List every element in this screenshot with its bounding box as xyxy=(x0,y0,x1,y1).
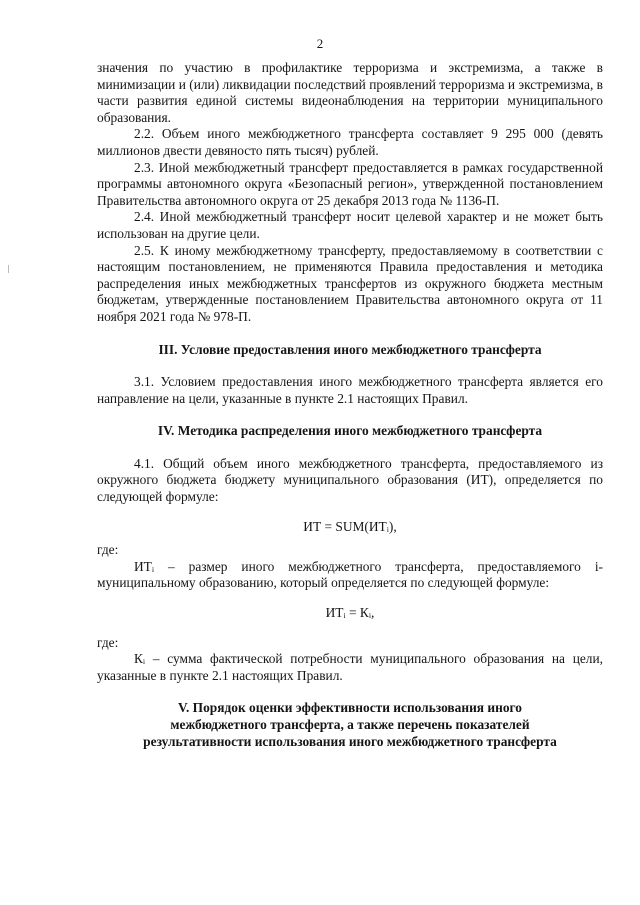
formula-it-i: ИТᵢ = Кᵢ, xyxy=(325,605,375,621)
where-label-2: где: xyxy=(97,634,119,650)
paragraph-2-4: 2.4. Иной межбюджетный трансферт носит целевой характер и не может быть использован на другие цели. xyxy=(97,209,603,241)
section-heading-5-line-1: V. Порядок оценки эффективности использования иного xyxy=(178,700,522,716)
where-label-1: где: xyxy=(97,542,119,558)
paragraph-2-2: 2.2. Объем иного межбюджетного трансферта составляет 9 295 000 (девять миллионов двести девяносто пять тысяч) рублей. xyxy=(97,126,603,158)
document-body xyxy=(97,60,603,750)
paragraph-4-1: 4.1. Общий объем иного межбюджетного трансферта, предоставляемого из окружного бюджета бюджету муниципального образования (ИТ), определяется по следующей формуле: xyxy=(97,455,603,505)
section-heading-5-line-2: межбюджетного трансферта, а также перечень показателей xyxy=(170,717,530,732)
paragraph-2-5: 2.5. К иному межбюджетному трансферту, предоставляемому в соответствии с настоящим постановлением, не применяются Правила предоставления и методика распределения иных межбюджетных трансфертов из окружного бюджета местным бюджетам, утвержденные постановлением Правительства автономного округа от 11 ноября 2021 года № 978-П. xyxy=(97,242,603,324)
section-heading-3: III. Условие предоставления иного межбюджетного трансферта xyxy=(158,341,542,357)
paragraph-continuation: значения по участию в профилактике терроризма и экстремизма, а также в минимизации и (или) ликвидации последствий проявлений терроризма и экстремизма, в части развития единой системы видеонаблюдения на территории муниципального образования. xyxy=(97,60,603,125)
paragraph-3-1: 3.1. Условием предоставления иного межбюджетного трансферта является его направление на цели, указанные в пункте 2.1 настоящих Правил. xyxy=(97,374,603,406)
page-number: 2 xyxy=(316,36,324,51)
section-heading-4: IV. Методика распределения иного межбюджетного трансферта xyxy=(157,423,543,439)
formula-total: ИТ = SUM(ИТᵢ), xyxy=(303,518,397,534)
section-heading-5-line-3: результативности использования иного межбюджетного трансферта xyxy=(143,733,557,749)
margin-mark xyxy=(8,265,9,273)
paragraph-2-3: 2.3. Иной межбюджетный трансферт предоставляется в рамках государственной программы автономного округа «Безопасный регион», утвержденной постановлением Правительства автономного округа от 25 декабря 2013 года № 1136-П. xyxy=(97,159,603,208)
definition-it-i: ИТᵢ – размер иного межбюджетного трансферта, предоставляемого i-муниципальному образованию, который определяется по следующей формуле: xyxy=(97,558,603,591)
definition-k-i: Кᵢ – сумма фактической потребности муниципального образования на цели, указанные в пункте 2.1 настоящих Правил. xyxy=(97,651,603,683)
